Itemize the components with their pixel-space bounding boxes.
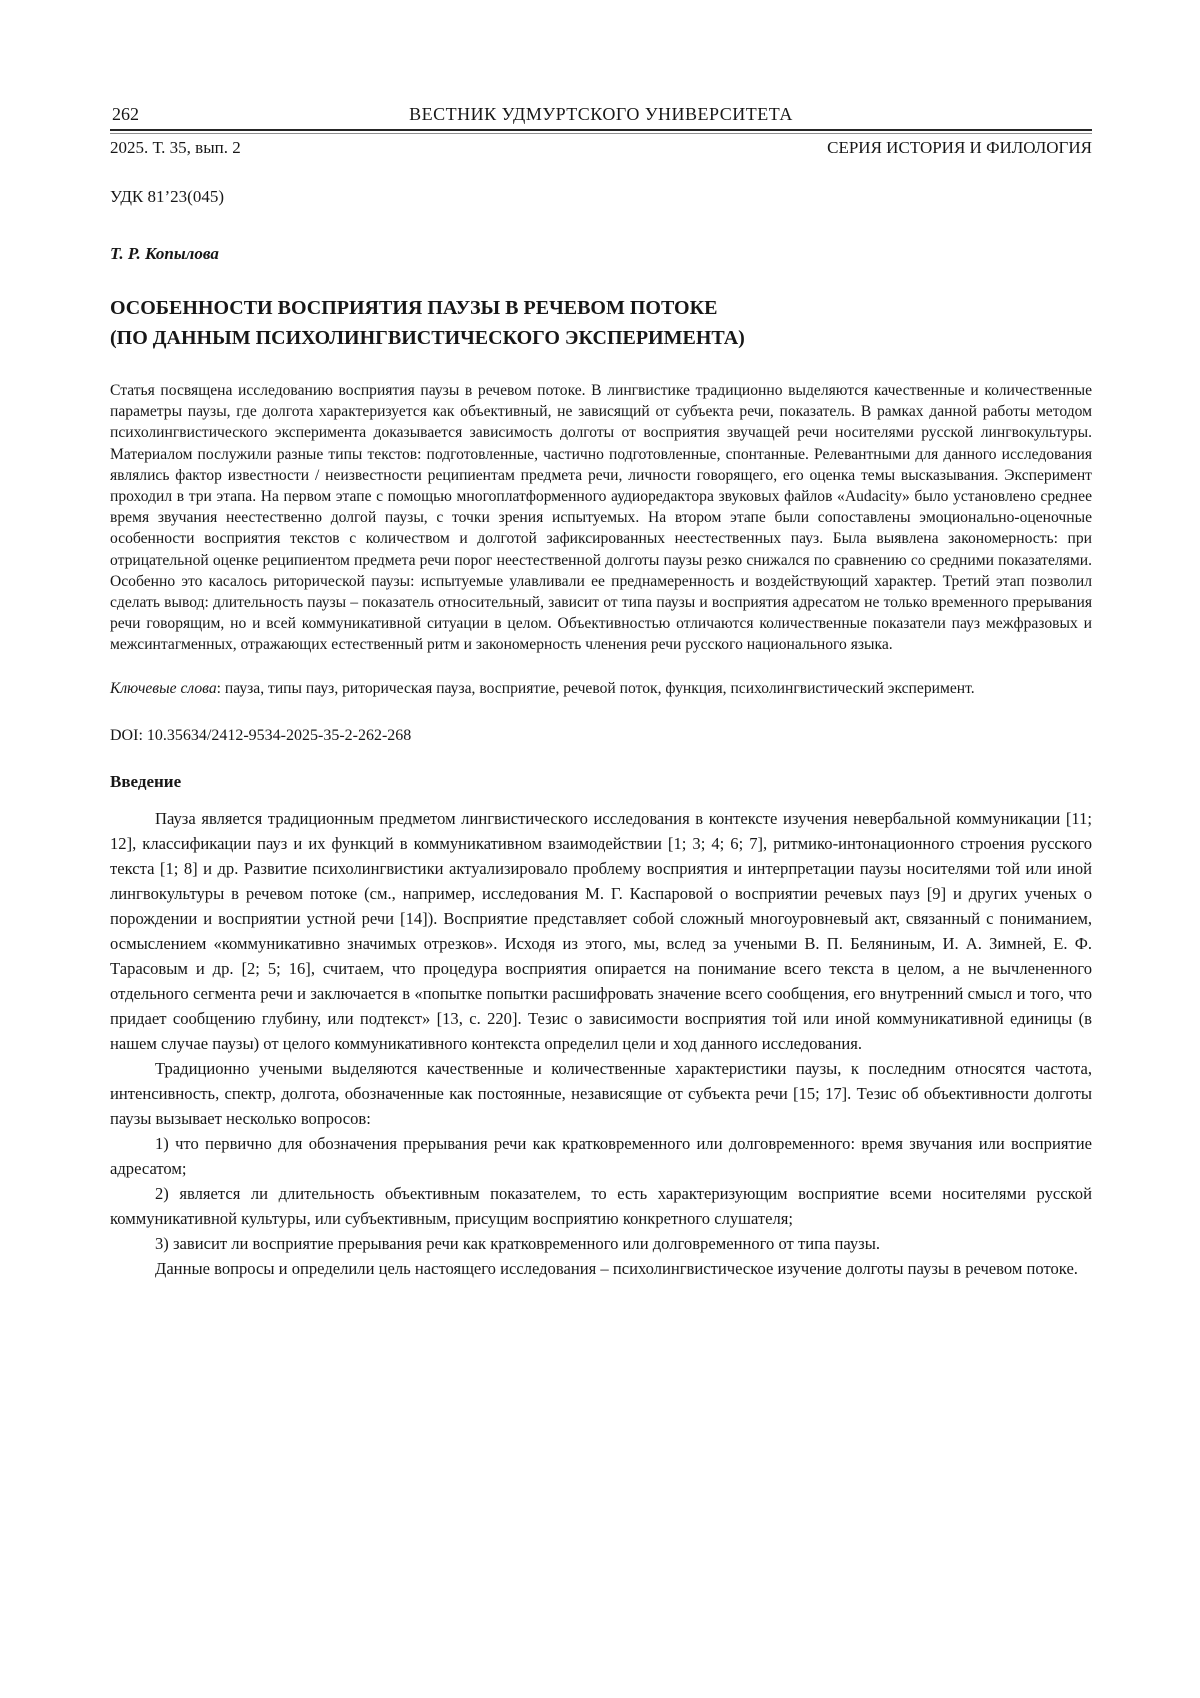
volume-info: 2025. Т. 35, вып. 2 [110, 138, 241, 157]
paragraph: Пауза является традиционным предметом лингвистического исследования в контексте изучения невербальной коммуникации [11; 12], классификации пауз и их функций в коммуникативном взаимодействии [1; 3; 4; 6; 7], ритмико-интонационного строения русского текста [1; 8] и др. Развитие психолингвистики актуализировало проблему восприятия и интерпретации паузы носителями той или иной лингвокультуры в речевом потоке (см., например, исследования М. Г. Каспаровой о восприятии речевых пауз [9] и других ученых о порождении и восприятии устной речи [14]). Восприятие представляет собой сложный многоуровневый акт, связанный с пониманием, осмыслением «коммуникативно значимых отрезков». Исходя из этого, мы, вслед за учеными В. П. Беляниным, И. А. Зимней, Е. Ф. Тарасовым и др. [2; 5; 16], считаем, что процедура восприятия опирается на понимание всего текста в целом, а не вычлененного отдельного сегмента речи и заключается в «попытке попытки расшифровать значение всего сообщения, его внутренний смысл и того, что придает сообщению глубину, или подтекст» [13, с. 220]. Тезис о зависимости восприятия той или иной коммуникативной единицы (в нашем случае паузы) от целого коммуникативного контекста определил цели и ход данного исследования. [110, 808, 1092, 1053]
section-heading-introduction: Введение [110, 771, 182, 791]
paragraph-list-item: 2) является ли длительность объективным показателем, то есть характеризующим восприятие всеми носителями русской коммуникативной культуры, или субъективным, присущим восприятию конкретного слушателя; [110, 1183, 1092, 1228]
keywords-text: : пауза, типы пауз, риторическая пауза, восприятие, речевой поток, функция, психолингвистический эксперимент. [216, 679, 975, 697]
paragraph-list-item: 1) что первично для обозначения прерывания речи как кратковременного или долговременного: время звучания или восприятие адресатом; [110, 1133, 1092, 1178]
doi: DOI: 10.35634/2412-9534-2025-35-2-262-268 [110, 726, 412, 744]
running-head [110, 102, 1092, 126]
abstract-text: Статья посвящена исследованию восприятия паузы в речевом потоке. В лингвистике традиционно выделяются качественные и количественные параметры паузы, где долгота характеризуется как объективный, не зависящий от субъекта речи, показатель. В рамках данной работы методом психолингвистического эксперимента доказывается зависимость долготы от восприятия звучащей речи носителями русской лингвокультуры. Материалом послужили разные типы текстов: подготовленные, частично подготовленные, спонтанные. Релевантными для данного исследования являлись фактор известности / неизвестности реципиентам предмета речи, личности говорящего, его оценка темы высказывания. Эксперимент проходил в три этапа. На первом этапе с помощью многоплатформенного аудиоредактора звуковых файлов «Audacity» было установлено среднее время звучания неестественно долгой паузы, с точки зрения испытуемых. На втором этапе были сопоставлены эмоционально-оценочные особенности восприятия текстов с количеством и долготой зафиксированных неестественных пауз. Была выявлена закономерность: при отрицательной оценке реципиентом предмета речи порог неестественной долготы паузы резко снижался по сравнению со средними показателями. Особенно это касалось риторической паузы: испытуемые улавливали ее преднамеренность и воздействующий характер. Третий этап позволил сделать вывод: длительность паузы – показатель относительный, зависит от типа паузы и восприятия адресатом не только временного прерывания речи говорящим, но и всей коммуникативной ситуации в целом. Объективностью отличаются количественные показатели пауз межфразовых и межсинтагменных, отражающих естественный ритм и закономерность членения речи русского национального языка. [110, 382, 1092, 654]
article-title [110, 293, 1092, 353]
keywords-label: Ключевые слова [110, 679, 217, 697]
keywords [110, 678, 1092, 700]
paragraph: Традиционно учеными выделяются качественные и количественные характеристики паузы, к последним относятся частота, интенсивность, спектр, долгота, обозначенные как постоянные, независящие от субъекта речи [15; 17]. Тезис об объективности долготы паузы вызывает несколько вопросов: [110, 1058, 1092, 1128]
paragraph: Данные вопросы и определили цель настоящего исследования – психолингвистическое изучение долготы паузы в речевом потоке. [155, 1258, 1078, 1278]
series-title: СЕРИЯ ИСТОРИЯ И ФИЛОЛОГИЯ [827, 138, 1092, 157]
author-name: Т. Р. Копылова [110, 244, 219, 263]
paragraph-list-item: 3) зависит ли восприятие прерывания речи как кратковременного или долговременного от типа паузы. [155, 1233, 881, 1253]
page-number: 262 [112, 104, 139, 124]
article-title-line1: ОСОБЕННОСТИ ВОСПРИЯТИЯ ПАУЗЫ В РЕЧЕВОМ ПОТОКЕ [110, 297, 718, 319]
article-body [110, 806, 1092, 1281]
header-rule [110, 129, 1092, 134]
journal-title: ВЕСТНИК УДМУРТСКОГО УНИВЕРСИТЕТА [409, 104, 793, 124]
article-title-line2: (ПО ДАННЫМ ПСИХОЛИНГВИСТИЧЕСКОГО ЭКСПЕРИМЕНТА) [110, 327, 745, 349]
running-head-subline [110, 136, 1092, 160]
udc-code: УДК 81’23(045) [110, 187, 224, 206]
